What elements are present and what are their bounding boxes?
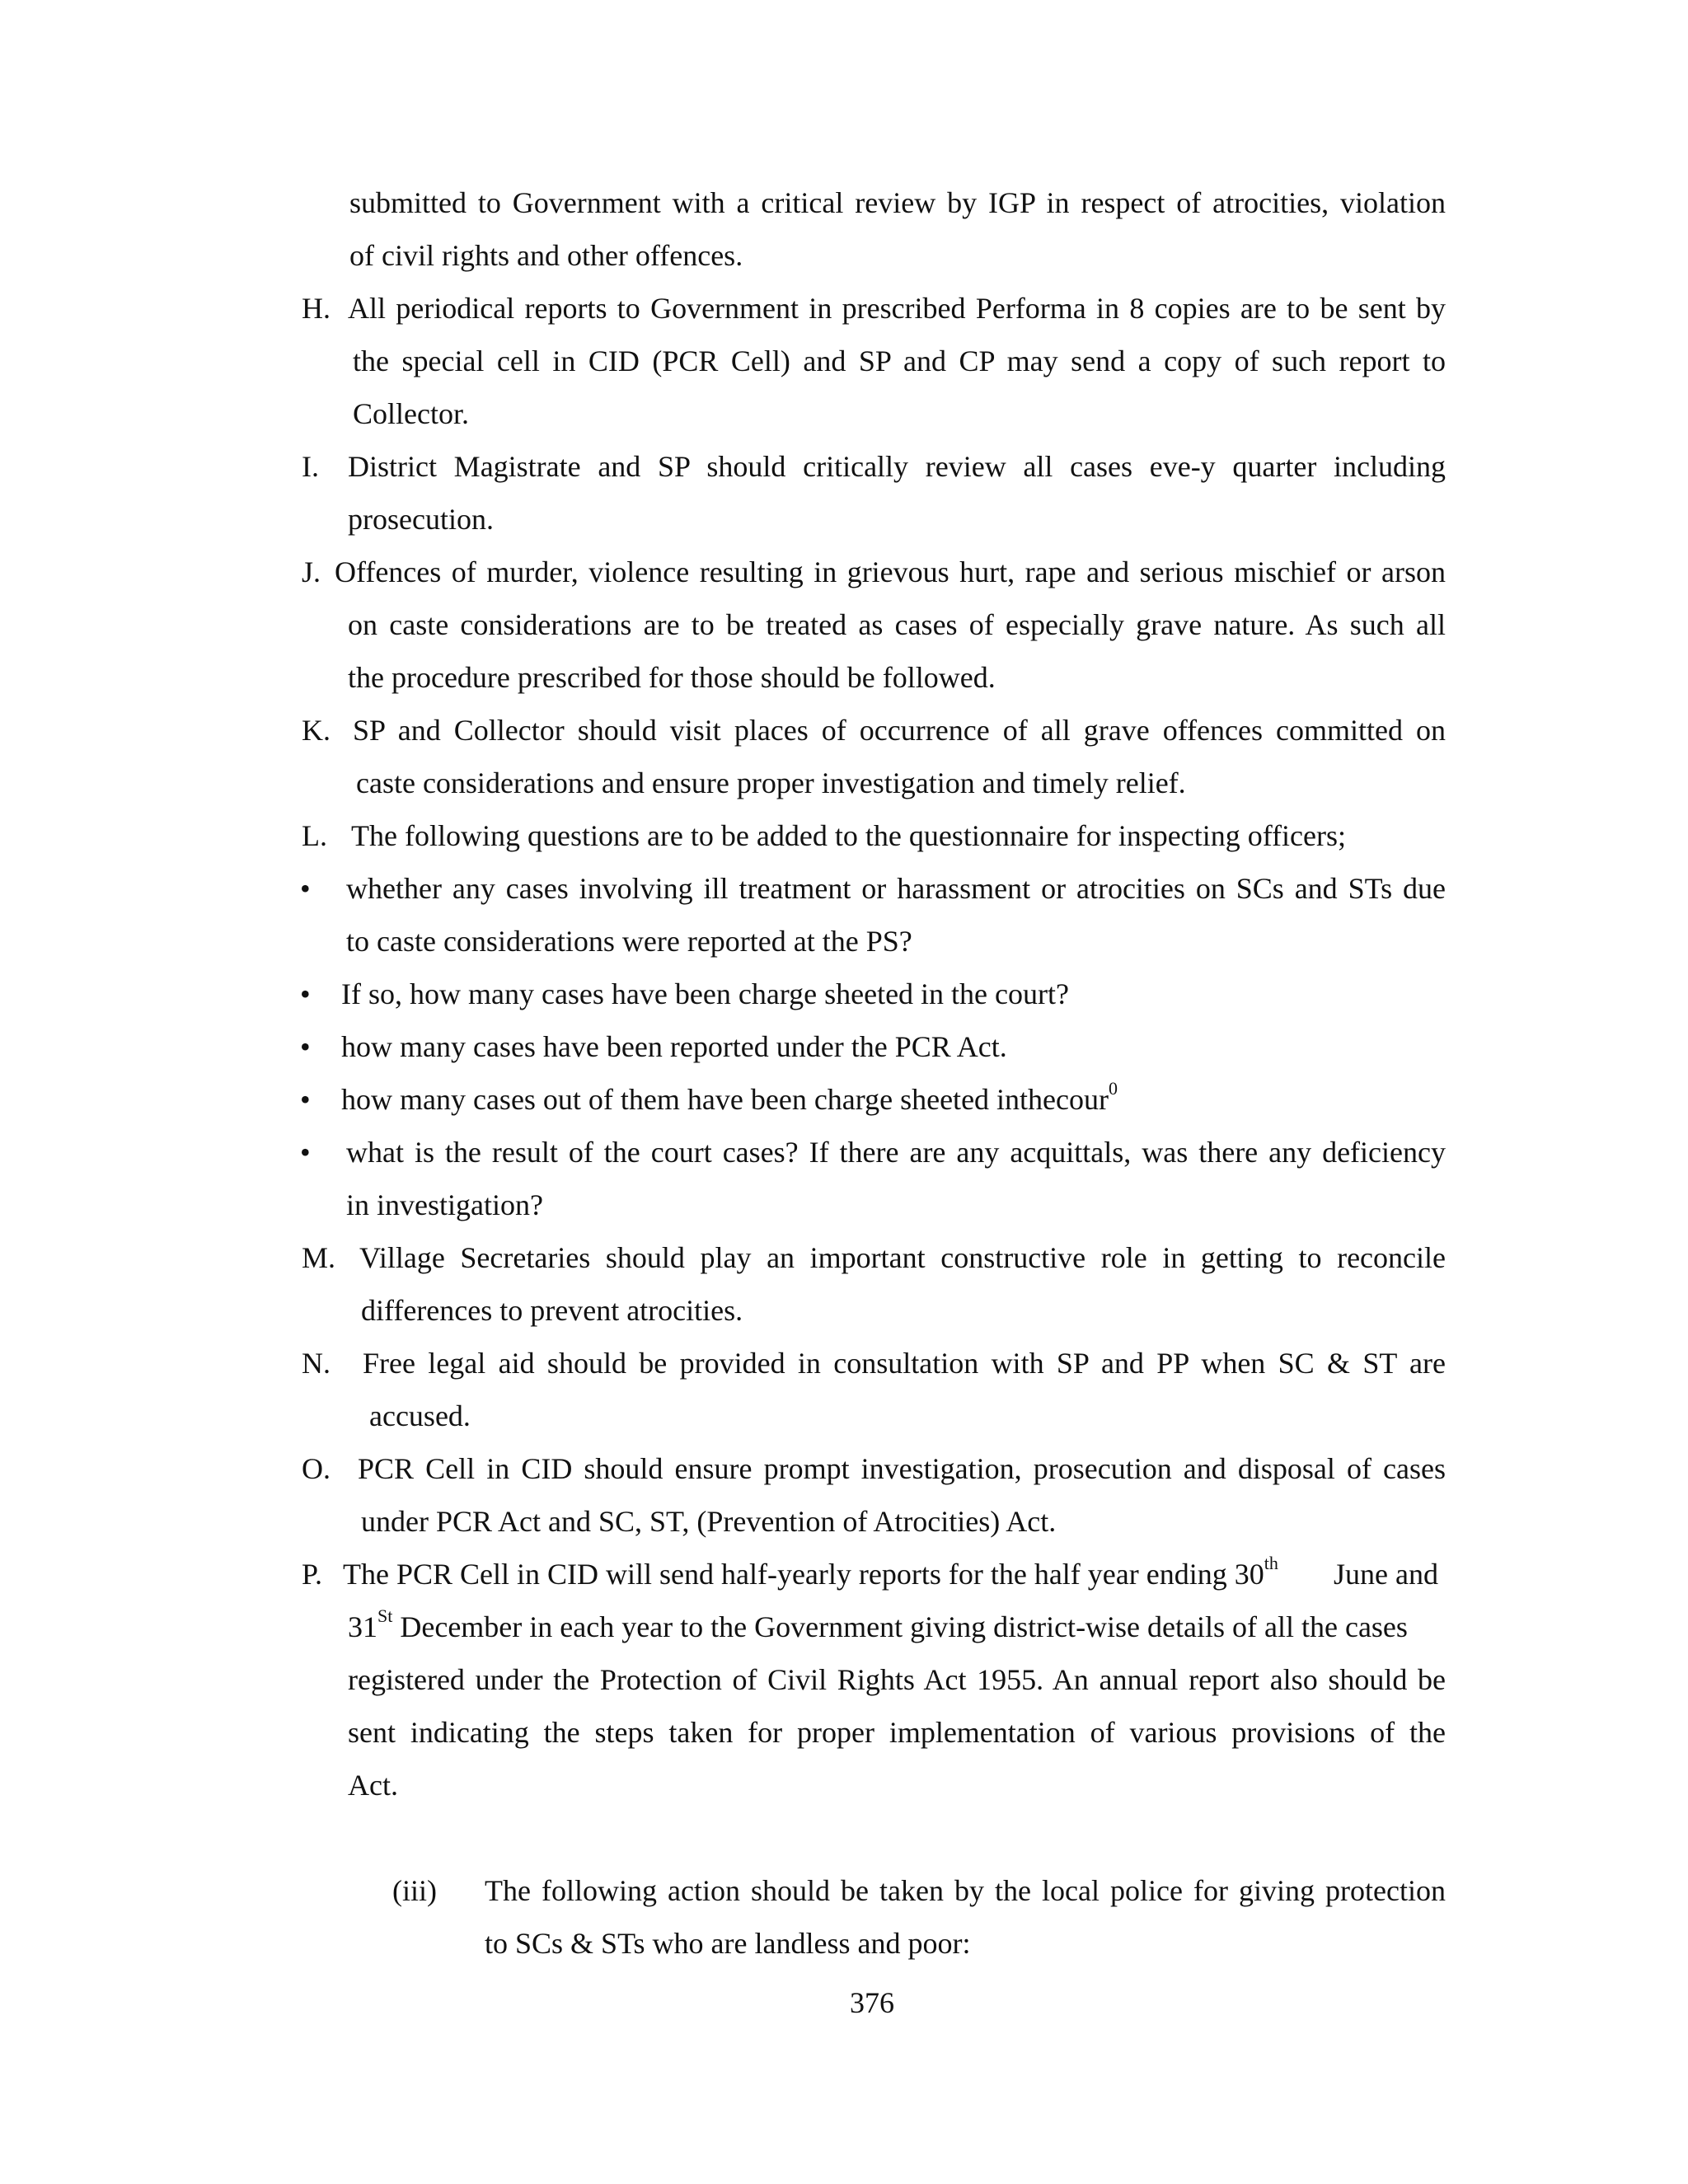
item-m-line-2: differences to prevent atrocities. [361, 1294, 743, 1327]
item-o-line-2: under PCR Act and SC, ST, (Prevention of Atrocities) Act. [361, 1505, 1057, 1538]
bullet-4-line-1 [341, 1073, 1118, 1126]
item-o-line-1: PCR Cell in CID should ensure prompt investigation, prosecution and disposal of cases [358, 1452, 1446, 1485]
item-g-line-2: of civil rights and other offences. [349, 239, 743, 272]
item-p-line-2-superscript: St [377, 1605, 393, 1626]
item-p-line-1-text: The PCR Cell in CID will send half-yearly reports for the half year ending 30 [343, 1558, 1264, 1591]
item-l-line-1: The following questions are to be added to the questionnaire for inspecting officers; [351, 819, 1347, 852]
item-h-marker: H. [302, 292, 331, 325]
page-number: 376 [850, 1986, 894, 2019]
bullet-4-text: how many cases out of them have been charge sheeted inthecour [341, 1083, 1109, 1116]
item-i-marker: I. [302, 450, 319, 483]
item-n-marker: N. [302, 1347, 331, 1380]
item-j-marker: J. [302, 555, 321, 588]
item-l-marker: L. [302, 819, 327, 852]
item-h-line-1: All periodical reports to Government in prescribed Performa in 8 copies are to be sent by [348, 292, 1446, 325]
item-g-line-1: submitted to Government with a critical review by IGP in respect of atrocities, violation [349, 186, 1446, 219]
item-p-line-1-superscript: th [1264, 1553, 1278, 1573]
sub-item-iii-line-2: to SCs & STs who are landless and poor: [485, 1927, 971, 1960]
bullet-4-superscript: 0 [1109, 1078, 1118, 1099]
item-p-line-2-number: 31 [348, 1610, 377, 1643]
bullet-3-line-1: how many cases have been reported under the PCR Act. [341, 1030, 1007, 1063]
item-m-marker: M. [302, 1241, 336, 1274]
bullet-glyph: • [300, 1083, 311, 1116]
bullet-glyph: • [300, 1030, 311, 1063]
item-p-line-2 [348, 1601, 1408, 1653]
item-p-line-4: sent indicating the steps taken for proper implementation of various provisions of the [348, 1716, 1446, 1749]
item-j-line-2: on caste considerations are to be treated as cases of especially grave nature. As such all [348, 608, 1446, 641]
sub-item-iii-line-1: The following action should be taken by the local police for giving protection [485, 1874, 1446, 1907]
item-k-line-1: SP and Collector should visit places of occurrence of all grave offences committed on [353, 714, 1446, 747]
item-p-line-1-a [343, 1548, 1278, 1601]
item-i-line-2: prosecution. [348, 503, 494, 536]
bullet-5-line-1: what is the result of the court cases? If there are any acquittals, was there any deficiency [346, 1136, 1446, 1169]
item-n-line-1: Free legal aid should be provided in consultation with SP and PP when SC & ST are [363, 1347, 1446, 1380]
item-p-line-3: registered under the Protection of Civil Rights Act 1955. An annual report also should be [348, 1663, 1446, 1696]
item-p-line-1-b: June and [1334, 1558, 1438, 1591]
item-p-marker: P. [302, 1558, 323, 1591]
bullet-5-line-2: in investigation? [346, 1188, 543, 1221]
item-j-line-1: Offences of murder, violence resulting in grievous hurt, rape and serious mischief or arson [335, 555, 1446, 588]
item-i-line-1: District Magistrate and SP should critically review all cases eve-y quarter including [348, 450, 1446, 483]
item-p-line-2-text: December in each year to the Government giving district-wise details of all the cases [392, 1610, 1408, 1643]
bullet-glyph: • [300, 872, 311, 905]
sub-item-iii-marker: (iii) [392, 1874, 437, 1907]
item-m-line-1: Village Secretaries should play an important constructive role in getting to reconcile [359, 1241, 1446, 1274]
item-j-line-3: the procedure prescribed for those should be followed. [348, 661, 996, 694]
bullet-1-line-2: to caste considerations were reported at the PS? [346, 925, 912, 958]
item-h-line-3: Collector. [353, 397, 469, 430]
bullet-2-line-1: If so, how many cases have been charge sheeted in the court? [341, 977, 1069, 1010]
item-p-line-5: Act. [348, 1769, 398, 1802]
item-k-line-2: caste considerations and ensure proper investigation and timely relief. [356, 766, 1186, 799]
item-h-line-2: the special cell in CID (PCR Cell) and SP and CP may send a copy of such report to [353, 344, 1446, 377]
bullet-1-line-1: whether any cases involving ill treatment or harassment or atrocities on SCs and STs due [346, 872, 1446, 905]
bullet-glyph: • [300, 977, 311, 1010]
item-n-line-2: accused. [369, 1399, 471, 1432]
item-k-marker: K. [302, 714, 331, 747]
bullet-glyph: • [300, 1136, 311, 1169]
item-o-marker: O. [302, 1452, 331, 1485]
